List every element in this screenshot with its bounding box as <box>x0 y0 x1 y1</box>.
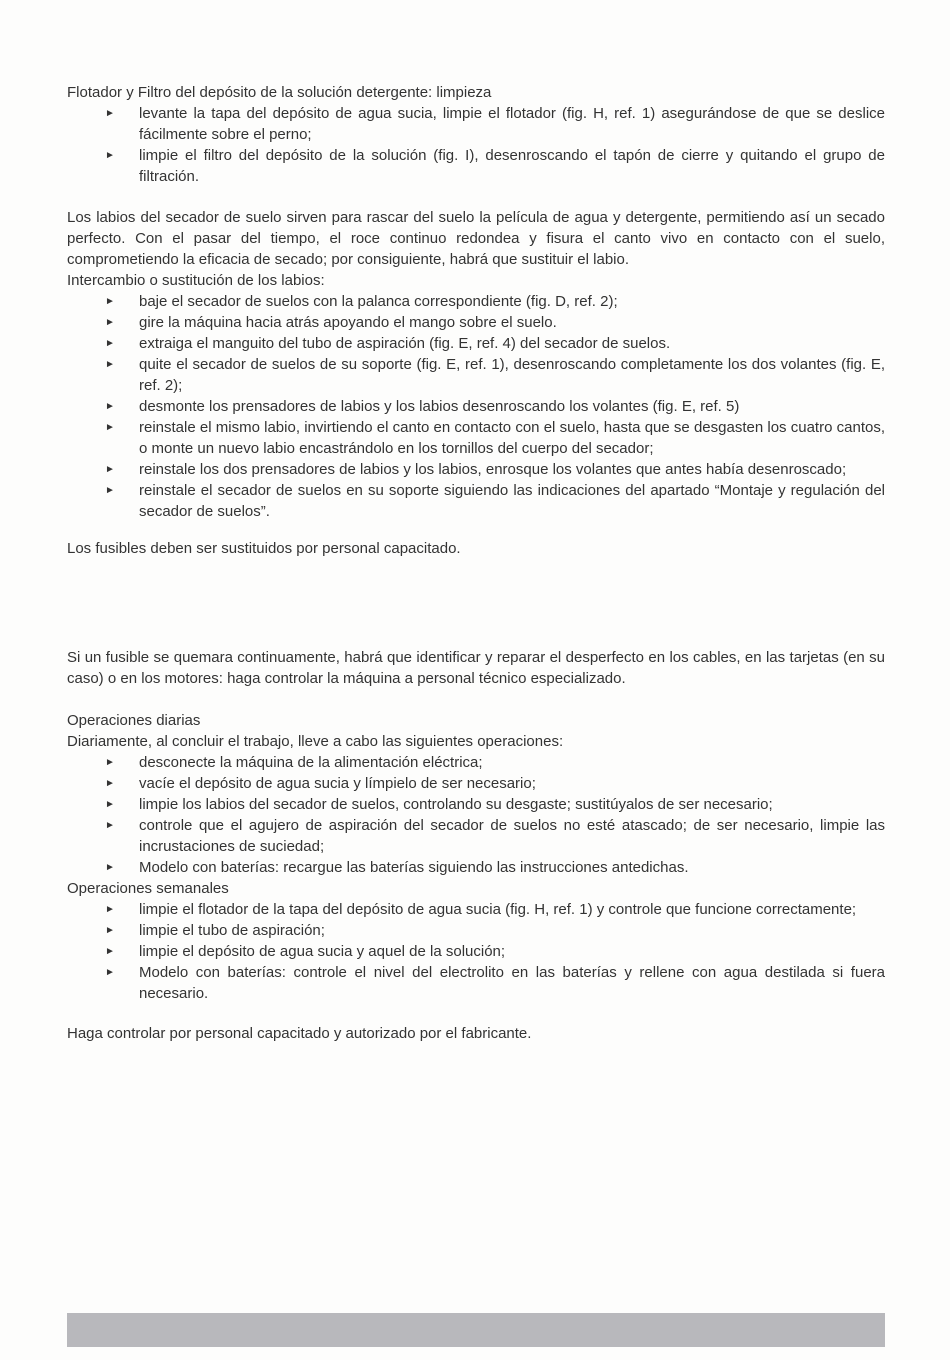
list-item <box>67 312 885 333</box>
list-item <box>67 962 885 1004</box>
list-item <box>67 773 885 794</box>
list-item-text: limpie el filtro del depósito de la solución (fig. I), desenroscando el tapón de cierre y quitando el grupo de filtración. <box>139 147 885 185</box>
manual-page <box>67 82 885 1044</box>
list-item <box>67 815 885 857</box>
list-item <box>67 396 885 417</box>
section-heading: Operaciones semanales <box>67 880 229 897</box>
triangle-bullet-icon: ► <box>105 150 115 161</box>
list-item-text: vacíe el depósito de agua sucia y límpielo de ser necesario; <box>139 775 536 792</box>
list-item <box>67 145 885 187</box>
list-item-text: gire la máquina hacia atrás apoyando el mango sobre el suelo. <box>139 314 557 331</box>
list-item <box>67 103 885 145</box>
section-heading: Flotador y Filtro del depósito de la solución detergente: limpieza <box>67 84 492 101</box>
spacer <box>67 1004 885 1023</box>
list-item-text: reinstale el mismo labio, invirtiendo el canto en contacto con el suelo, hasta que se desgasten los cuatro cantos, o monte un nuevo labio encastrándolo en los tornillos del cuerpo del secador; <box>139 419 885 457</box>
list-item-text: reinstale el secador de suelos en su soporte siguiendo las indicaciones del apartado “Montaje y regulación del secador de suelos”. <box>139 482 885 520</box>
list-item-text: reinstale los dos prensadores de labios y los labios, enrosque los volantes que antes había desenroscado; <box>139 461 847 478</box>
list-item <box>67 899 885 920</box>
list-item <box>67 417 885 459</box>
list-item <box>67 480 885 522</box>
triangle-bullet-icon: ► <box>105 925 115 936</box>
list-item <box>67 794 885 815</box>
triangle-bullet-icon: ► <box>105 296 115 307</box>
section-heading: Operaciones diarias <box>67 712 201 729</box>
paragraph: Los fusibles deben ser sustituidos por personal capacitado. <box>67 540 461 557</box>
list-item-text: limpie el depósito de agua sucia y aquel de la solución; <box>139 943 506 960</box>
list-item-text: baje el secador de suelos con la palanca correspondiente (fig. D, ref. 2); <box>139 293 618 310</box>
section-heading: Intercambio o sustitución de los labios: <box>67 272 325 289</box>
list-item-text: desconecte la máquina de la alimentación eléctrica; <box>139 754 483 771</box>
list-item-text: extraiga el manguito del tubo de aspiración (fig. E, ref. 4) del secador de suelos. <box>139 335 671 352</box>
triangle-bullet-icon: ► <box>105 464 115 475</box>
list-item-text: Modelo con baterías: recargue las baterías siguiendo las instrucciones antedichas. <box>139 859 689 876</box>
triangle-bullet-icon: ► <box>105 904 115 915</box>
triangle-bullet-icon: ► <box>105 967 115 978</box>
list-item <box>67 752 885 773</box>
list-item <box>67 857 885 878</box>
list-item-text: limpie el flotador de la tapa del depósito de agua sucia (fig. H, ref. 1) y controle que funcione correctamente; <box>139 901 857 918</box>
list-item-text: Modelo con baterías: controle el nivel del electrolito en las baterías y rellene con agua destilada si fuera necesario. <box>139 964 885 1002</box>
spacer <box>67 187 885 207</box>
list-item <box>67 354 885 396</box>
list-item <box>67 333 885 354</box>
spacer <box>67 689 885 710</box>
paragraph: Si un fusible se quemara continuamente, habrá que identificar y reparar el desperfecto en los cables, en las tarjetas (en su caso) o en los motores: haga controlar la máquina a personal técnico especializado. <box>67 649 885 687</box>
triangle-bullet-icon: ► <box>105 946 115 957</box>
triangle-bullet-icon: ► <box>105 108 115 119</box>
triangle-bullet-icon: ► <box>105 359 115 370</box>
paragraph: Haga controlar por personal capacitado y autorizado por el fabricante. <box>67 1025 532 1042</box>
list-item <box>67 920 885 941</box>
triangle-bullet-icon: ► <box>105 820 115 831</box>
triangle-bullet-icon: ► <box>105 422 115 433</box>
paragraph: Diariamente, al concluir el trabajo, lleve a cabo las siguientes operaciones: <box>67 733 564 750</box>
triangle-bullet-icon: ► <box>105 778 115 789</box>
triangle-bullet-icon: ► <box>105 862 115 873</box>
spacer <box>67 559 885 647</box>
list-item-text: limpie el tubo de aspiración; <box>139 922 325 939</box>
list-item-text: levante la tapa del depósito de agua sucia, limpie el flotador (fig. H, ref. 1) asegurándose de que se deslice fácilmente sobre el perno; <box>139 105 885 143</box>
list-item-text: controle que el agujero de aspiración del secador de suelos no esté atascado; de ser necesario, limpie las incrustaciones de suciedad; <box>139 817 885 855</box>
list-item-text: limpie los labios del secador de suelos, controlando su desgaste; sustitúyalos de ser necesario; <box>139 796 773 813</box>
list-item-text: desmonte los prensadores de labios y los labios desenroscando los volantes (fig. E, ref. 5) <box>139 398 740 415</box>
footer-bar <box>67 1313 885 1347</box>
spacer <box>67 522 885 538</box>
paragraph: Los labios del secador de suelo sirven para rascar del suelo la película de agua y detergente, permitiendo así un secado perfecto. Con el pasar del tiempo, el roce continuo redondea y fisura el canto vivo en contacto con el suelo, comprometiendo la eficacia de secado; por consiguiente, habrá que sustituir el labio. <box>67 209 885 268</box>
triangle-bullet-icon: ► <box>105 799 115 810</box>
triangle-bullet-icon: ► <box>105 485 115 496</box>
list-item <box>67 291 885 312</box>
list-item <box>67 459 885 480</box>
triangle-bullet-icon: ► <box>105 317 115 328</box>
list-item-text: quite el secador de suelos de su soporte (fig. E, ref. 1), desenroscando completamente los dos volantes (fig. E, ref. 2); <box>139 356 885 394</box>
triangle-bullet-icon: ► <box>105 401 115 412</box>
list-item <box>67 941 885 962</box>
triangle-bullet-icon: ► <box>105 757 115 768</box>
triangle-bullet-icon: ► <box>105 338 115 349</box>
